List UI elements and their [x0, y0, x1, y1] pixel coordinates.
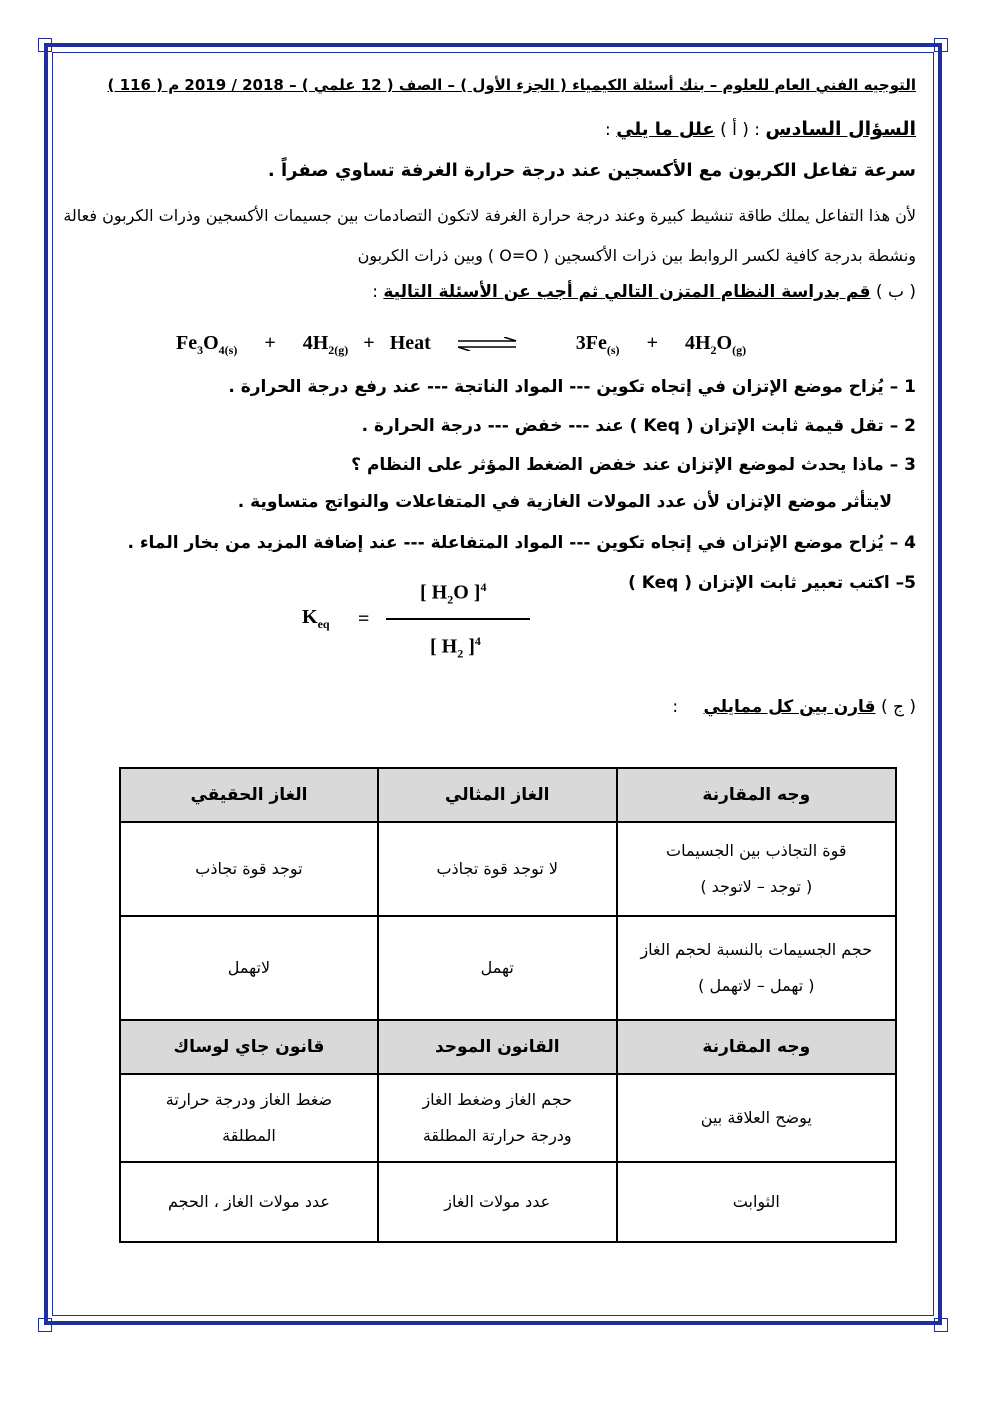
cell-text: ضغط الغاز ودرجة حرارتة [165, 1090, 333, 1109]
part-a-marker: : ( أ ) [720, 120, 760, 140]
product-iron: 3Fe [575, 332, 607, 354]
part-c-colon: : [672, 697, 679, 717]
item-5: 5– اكتب تعبير ثابت الإتزان ( Keq ) [628, 573, 916, 593]
keq-equals: = [358, 608, 370, 630]
superscript: 4 [480, 580, 487, 594]
equilibrium-equation [176, 332, 746, 358]
subscript: 4(s) [218, 343, 238, 357]
superscript: 4 [474, 634, 481, 648]
subscript: 2(g) [328, 343, 349, 357]
table-row [120, 768, 896, 822]
table-row [120, 822, 896, 916]
cell-text: يوضح العلاقة بين [700, 1108, 812, 1127]
subscript: (s) [606, 343, 620, 357]
item-1: 1 – يُزاح موضع الإتزان في إتجاه تكوين --- المواد الناتجة --- عند رفع درجة الحرارة . [228, 377, 916, 397]
corner-ornament [38, 38, 52, 52]
subscript: eq [317, 617, 330, 631]
item-3-answer: لايتأثر موضع الإتزان لأن عدد المولات الغازية في المتفاعلات والنواتج متساوية . [237, 492, 892, 512]
cell-text: ( تهمل – لاتهمل ) [698, 976, 815, 995]
keq-denominator [430, 634, 481, 662]
part-b-colon: : [372, 282, 378, 302]
equilibrium-arrow-icon [456, 337, 518, 351]
reactant-hydrogen: 4H [302, 332, 329, 354]
page-header: التوجيه الفني العام للعلوم – بنك أسئلة الكيمياء ( الجزء الأول ) – الصف ( 12 علمي ) – 2018 / 2019 م ( 116 ) [107, 76, 916, 94]
table-cell [378, 1074, 617, 1162]
product-oxygen-symbol: O [716, 332, 733, 354]
item-3: 3 – ماذا يحدث لموضع الإتزان عند خفض الضغط المؤثر على النظام ؟ [351, 455, 916, 475]
corner-ornament [38, 1318, 52, 1332]
cell-text: قوة التجاذب بين الجسيمات [666, 841, 847, 860]
cell-text: حجم الجسيمات بالنسبة لحجم الغاز [640, 940, 873, 959]
corner-ornament [934, 38, 948, 52]
bracket-term: ] [463, 635, 475, 658]
table-cell [617, 822, 896, 916]
cell-text: تهمل [480, 958, 514, 977]
table-cell [378, 1162, 617, 1242]
bracket-term: [ H [430, 635, 458, 658]
reactant-iron-oxide: Fe [176, 332, 198, 354]
table-cell [378, 822, 617, 916]
table-cell [120, 916, 378, 1020]
cell-text: حجم الغاز وضغط الغاز [422, 1090, 573, 1109]
part-b-heading [60, 282, 916, 302]
cell-text: الثوابت [732, 1192, 780, 1211]
corner-ornament [934, 1318, 948, 1332]
table-cell [617, 1162, 896, 1242]
table-header-cell: وجه المقارنة [617, 1020, 896, 1074]
part-a-colon: : [605, 120, 611, 140]
table-row [120, 1074, 896, 1162]
table-cell [617, 916, 896, 1020]
table-header-cell: القانون الموحد [378, 1020, 617, 1074]
table-cell [120, 1074, 378, 1162]
subscript: 3 [197, 343, 204, 357]
cell-text: عدد مولات الغاز ، الحجم [168, 1192, 330, 1211]
reactant-oxygen-symbol: O [203, 332, 219, 354]
part-c-heading [60, 697, 916, 717]
part-c-title: قارن بين كل ممايلي [703, 697, 876, 717]
bracket-term: [ H [420, 581, 448, 604]
subscript: (g) [732, 343, 747, 357]
table-cell [378, 916, 617, 1020]
question-title: السؤال السادس [765, 118, 916, 140]
cell-text: لاتهمل [227, 958, 271, 977]
cell-text: عدد مولات الغاز [444, 1192, 551, 1211]
fraction-bar [386, 618, 530, 620]
item-4: 4 – يُزاح موضع الإتزان في إتجاه تكوين --- المواد المتفاعلة --- عند إضافة المزيد من بخار الماء . [127, 533, 916, 553]
cell-text: لا توجد قوة تجاذب [436, 859, 559, 878]
comparison-table [119, 767, 897, 1243]
table-row [120, 1020, 896, 1074]
statement: سرعة تفاعل الكربون مع الأكسجين عند درجة حرارة الغرفة تساوي صفراً . [267, 160, 916, 181]
subscript: 2 [710, 343, 717, 357]
question-six-heading [60, 118, 916, 140]
part-c-marker: ( ج ) [880, 697, 916, 717]
plus-sign: + [363, 332, 375, 354]
cell-text: ودرجة حرارتة المطلقة [422, 1126, 572, 1145]
part-b-title: قم بدراسة النظام المتزن التالي ثم أجب عن الأسئلة التالية [383, 282, 871, 302]
answer-paragraph: لأن هذا التفاعل يملك طاقة تنشيط كبيرة وعند درجة حرارة الغرفة لاتكون التصادمات بين جسيمات الأكسجين وذرات الكربون فعالة ونشطة بدرجة كافية لكسر الروابط بين ذرات الأكسجين ( O=O ) وبين ذرات الكربون [63, 206, 916, 265]
heat-term: Heat [389, 332, 431, 354]
bracket-term: O ] [453, 581, 481, 604]
keq-label [302, 606, 330, 632]
part-a-title: علل ما يلي [616, 119, 715, 140]
plus-sign: + [264, 332, 276, 354]
cell-text: ( توجد – لاتوجد ) [700, 877, 813, 896]
table-row [120, 1162, 896, 1242]
keq-symbol: K [302, 606, 318, 628]
table-cell [120, 822, 378, 916]
plus-sign: + [646, 332, 658, 354]
table-header-cell: قانون جاي لوساك [120, 1020, 378, 1074]
table-header-cell: الغاز الحقيقي [120, 768, 378, 822]
cell-text: توجد قوة تجاذب [195, 859, 303, 878]
table-header-cell: وجه المقارنة [617, 768, 896, 822]
table-cell [617, 1074, 896, 1162]
part-b-marker: ( ب ) [875, 282, 916, 302]
subscript: 2 [447, 592, 454, 607]
table-cell [120, 1162, 378, 1242]
item-2: 2 – تقل قيمة ثابت الإتزان ( Keq ) عند --- خفض --- درجة الحرارة . [361, 416, 916, 436]
table-row [120, 916, 896, 1020]
keq-numerator [420, 580, 486, 608]
product-water: 4H [684, 332, 711, 354]
cell-text: المطلقة [222, 1126, 276, 1145]
table-header-cell: الغاز المثالي [378, 768, 617, 822]
subscript: 2 [457, 646, 464, 661]
